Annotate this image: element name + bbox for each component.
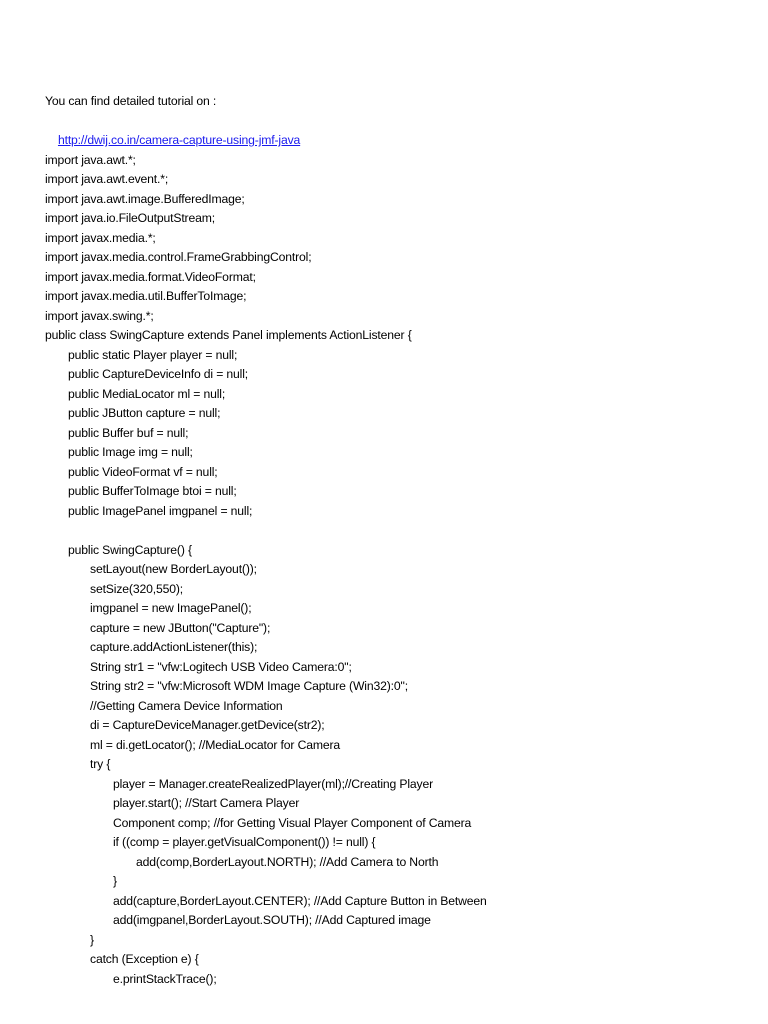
code-line: String str2 = "vfw:Microsoft WDM Image Capture (Win32):0"; — [90, 679, 408, 693]
code-line: e.printStackTrace(); — [113, 971, 217, 986]
code-line: catch (Exception e) { — [90, 952, 199, 966]
code-line: add(comp,BorderLayout.NORTH); //Add Camera to North — [136, 854, 439, 869]
code-line: String str1 = "vfw:Logitech USB Video Camera:0"; — [90, 659, 352, 674]
tutorial-link-line — [45, 112, 745, 147]
code-line: import java.io.FileOutputStream; — [45, 211, 215, 225]
code-line: public Buffer buf = null; — [68, 425, 189, 440]
code-line: imgpanel = new ImagePanel(); — [90, 601, 252, 615]
code-line: public Image img = null; — [68, 445, 193, 459]
code-line: player.start(); //Start Camera Player — [113, 796, 300, 810]
code-line: capture = new JButton("Capture"); — [90, 620, 271, 635]
intro-text: You can find detailed tutorial on : — [45, 94, 217, 108]
code-line: import java.awt.image.BufferedImage; — [45, 191, 245, 206]
tutorial-link[interactable]: http://dwij.co.in/camera-capture-using-jmf-java — [57, 133, 301, 147]
code-line: di = CaptureDeviceManager.getDevice(str2); — [90, 718, 325, 732]
code-line: capture.addActionListener(this); — [90, 640, 258, 654]
code-line: import javax.media.format.VideoFormat; — [45, 269, 256, 284]
code-line: } — [90, 932, 94, 947]
code-line: import javax.media.util.BufferToImage; — [45, 289, 247, 303]
code-line: public ImagePanel imgpanel = null; — [68, 503, 253, 518]
code-line: Component comp; //for Getting Visual Player Component of Camera — [113, 815, 472, 830]
document-body — [45, 92, 745, 989]
code-line: public class SwingCapture extends Panel implements ActionListener { — [45, 328, 412, 342]
code-line: player = Manager.createRealizedPlayer(ml);//Creating Player — [113, 776, 434, 791]
code-line: public CaptureDeviceInfo di = null; — [68, 367, 249, 381]
code-line: setSize(320,550); — [90, 581, 183, 596]
code-line: public VideoFormat vf = null; — [68, 464, 218, 479]
code-line: public JButton capture = null; — [68, 406, 221, 420]
code-line: import javax.media.control.FrameGrabbingControl; — [45, 250, 312, 264]
code-line: import java.awt.*; — [45, 152, 136, 167]
code-line: add(imgpanel,BorderLayout.SOUTH); //Add Captured image — [113, 913, 431, 927]
code-line: public SwingCapture() { — [68, 542, 192, 557]
code-line: import java.awt.event.*; — [45, 172, 169, 186]
code-line: import javax.swing.*; — [45, 308, 154, 323]
code-line: //Getting Camera Device Information — [90, 698, 283, 713]
code-line: public static Player player = null; — [68, 347, 238, 362]
code-line: import javax.media.*; — [45, 230, 156, 245]
code-line: add(capture,BorderLayout.CENTER); //Add Capture Button in Between — [113, 893, 487, 908]
code-line: ml = di.getLocator(); //MediaLocator for Camera — [90, 737, 341, 752]
code-line: public MediaLocator ml = null; — [68, 386, 226, 401]
code-line: public BufferToImage btoi = null; — [68, 484, 237, 498]
code-line — [45, 521, 745, 541]
code-line: } — [113, 874, 117, 888]
code-line: setLayout(new BorderLayout()); — [90, 562, 257, 576]
code-line: try { — [90, 757, 111, 771]
code-line: if ((comp = player.getVisualComponent()) != null) { — [113, 835, 376, 849]
code-block — [45, 131, 745, 989]
